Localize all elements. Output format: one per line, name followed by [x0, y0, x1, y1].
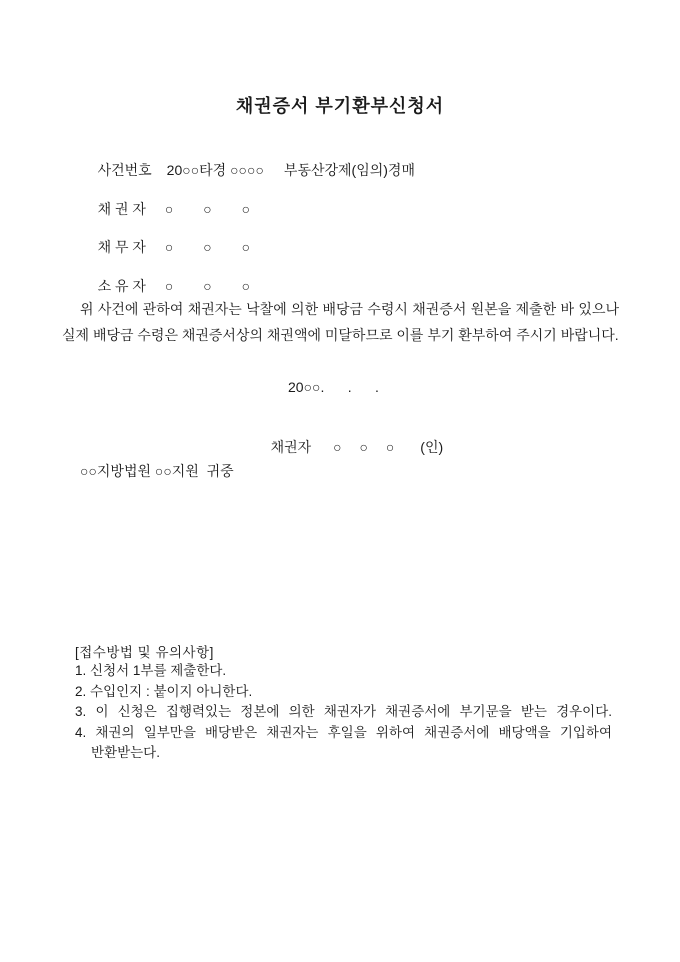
date-line: 20○○. . .: [288, 379, 379, 395]
note-number: 2.: [75, 683, 87, 699]
party-label: 소 유 자: [97, 278, 146, 294]
signature-name-placeholder: ○ ○ ○: [333, 439, 395, 455]
party-name-placeholder: ○ ○ ○: [164, 278, 251, 294]
note-text: 신청서 1부를 제출한다.: [90, 663, 227, 678]
notes-heading: [접수방법 및 유의사항]: [75, 645, 214, 660]
notes-list: [75, 661, 612, 764]
note-number: 4.: [75, 724, 87, 740]
signature-line: [255, 421, 443, 473]
party-name-placeholder: ○ ○ ○: [164, 201, 251, 217]
note-item-2: [75, 682, 612, 703]
note-item-1: [75, 661, 612, 682]
note-number: 3.: [75, 704, 87, 719]
seal-mark: (인): [420, 439, 444, 455]
note-text: 채권의 일부만을 배당받은 채권자는 후일을 위하여 채권증서에 배당액을 기입하여 반환받는다.: [91, 724, 612, 760]
note-item-4: [75, 723, 612, 764]
document-title: 채권증서 부기환부신청서: [235, 96, 445, 116]
note-text: 이 신청은 집행력있는 정본에 의한 채권자가 채권증서에 부기문을 받는 경우이다.: [95, 704, 612, 719]
party-label: 채 무 자: [97, 239, 146, 255]
signature-label: 채권자: [270, 439, 312, 455]
note-number: 1.: [75, 663, 87, 678]
case-label: 사건번호: [97, 162, 152, 178]
note-text: 수입인지 : 붙이지 아니한다.: [90, 683, 253, 699]
case-number: 20○○타경 ○○○○: [166, 162, 264, 178]
case-type: 부동산강제(임의)경매: [283, 162, 415, 178]
body-paragraph: 위 사건에 관하여 채권자는 낙찰에 의한 배당금 수령시 채권증서 원본을 제출한 바 있으나 실제 배당금 수령은 채권증서상의 채권액에 미달하므로 이를 부기 환부하여 주시기 바랍니다.: [62, 301, 619, 343]
party-label: 채 권 자: [97, 201, 146, 217]
note-item-3: [75, 702, 612, 723]
party-name-placeholder: ○ ○ ○: [164, 239, 251, 255]
recipient-court-line: ○○지방법원 ○○지원 귀중: [80, 463, 234, 479]
